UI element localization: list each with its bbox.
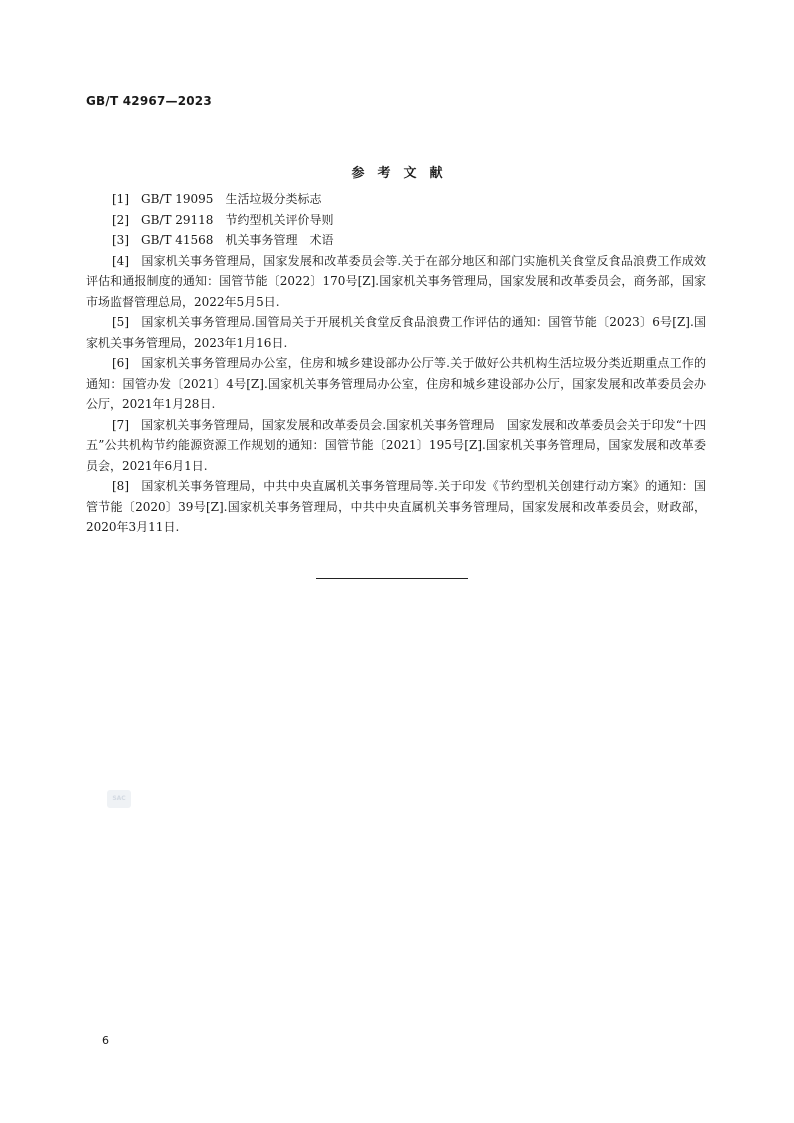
- reference-item: [4] 国家机关事务管理局，国家发展和改革委员会等.关于在部分地区和部门实施机关食堂反食品浪费工作成效评估和通报制度的通知：国管节能〔2022〕170号[Z].国家机关事务管理局，国家发展和改革委员会，商务部，国家市场监督管理总局，2022年5月5日.: [86, 253, 706, 309]
- watermark-logo-icon: [107, 790, 131, 808]
- standard-number: GB/T 42967—2023: [86, 94, 212, 108]
- reference-item: [5] 国家机关事务管理局.国管局关于开展机关食堂反食品浪费工作评估的通知：国管节能〔2023〕6号[Z].国家机关事务管理局，2023年1月16日.: [86, 315, 706, 350]
- reference-item: [7] 国家机关事务管理局，国家发展和改革委员会.国家机关事务管理局 国家发展和改革委员会关于印发“十四五”公共机构节约能源资源工作规划的通知：国管节能〔2021〕195号[Z].国家机关事务管理局，国家发展和改革委员会，2021年6月1日.: [86, 417, 706, 473]
- reference-item: [6] 国家机关事务管理局办公室，住房和城乡建设部办公厅等.关于做好公共机构生活垃圾分类近期重点工作的通知：国管办发〔2021〕4号[Z].国家机关事务管理局办公室，住房和城乡建设部办公厅，国家发展和改革委员会办公厅，2021年1月28日.: [86, 356, 706, 411]
- reference-item: [2] GB/T 29118 节约型机关评价导则: [112, 212, 334, 227]
- watermark-label: SAC: [112, 795, 126, 802]
- reference-item: [1] GB/T 19095 生活垃圾分类标志: [112, 192, 322, 206]
- reference-item: [8] 国家机关事务管理局，中共中央直属机关事务管理局等.关于印发《节约型机关创建行动方案》的通知：国管节能〔2020〕39号[Z].国家机关事务管理局，中共中央直属机关事务管理局，国家发展和改革委员会，财政部，2020年3月11日.: [86, 479, 706, 534]
- end-rule-divider: [316, 578, 468, 579]
- page-number: 6: [102, 1034, 109, 1047]
- reference-list: [86, 189, 706, 538]
- section-title: 参考文献: [351, 166, 456, 181]
- reference-item: [3] GB/T 41568 机关事务管理 术语: [112, 233, 334, 247]
